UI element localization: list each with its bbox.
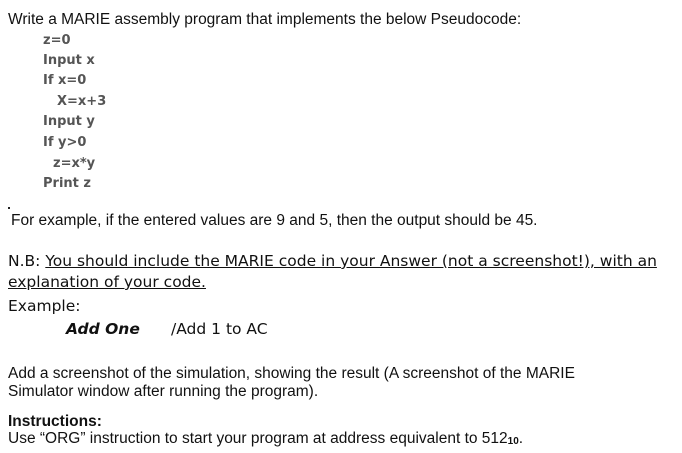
- pseudocode-line: z=0: [43, 33, 71, 48]
- instructions-suffix: .: [518, 430, 524, 447]
- example-instruction: Add One: [66, 320, 140, 338]
- example-sentence: For example, if the entered values are 9 and 5, then the output should be 45.: [11, 212, 538, 229]
- pseudocode-line: X=x+3: [57, 94, 107, 109]
- screenshot-line-2: Simulator window after running the program).: [8, 383, 319, 400]
- instructions-text: [8, 430, 523, 448]
- pseudocode-line: z=x*y: [53, 156, 96, 171]
- pseudocode-line: Input y: [43, 114, 95, 129]
- instructions-subscript: 10: [507, 436, 519, 447]
- bullet-dot: [8, 207, 10, 209]
- nb-line-2: explanation of your code.: [8, 273, 206, 291]
- pseudocode-line: If y>0: [43, 135, 87, 150]
- question-text: Write a MARIE assembly program that implements the below Pseudocode:: [8, 11, 522, 28]
- pseudocode-line: If x=0: [43, 73, 87, 88]
- pseudocode-line: Input x: [43, 53, 95, 68]
- instructions-title: Instructions:: [8, 413, 102, 430]
- screenshot-line-1: Add a screenshot of the simulation, showing the result (A screenshot of the MARIE: [8, 365, 575, 382]
- nb-line-1: [8, 252, 657, 270]
- nb-prefix: N.B:: [8, 252, 46, 270]
- instructions-body: Use “ORG” instruction to start your program at address equivalent to 512: [8, 430, 508, 447]
- nb-underlined-text: You should include the MARIE code in your Answer (not a screenshot!), with an: [45, 252, 657, 270]
- example-label: Example:: [8, 297, 81, 315]
- pseudocode-line: Print z: [43, 176, 91, 191]
- example-comment: /Add 1 to AC: [171, 320, 268, 338]
